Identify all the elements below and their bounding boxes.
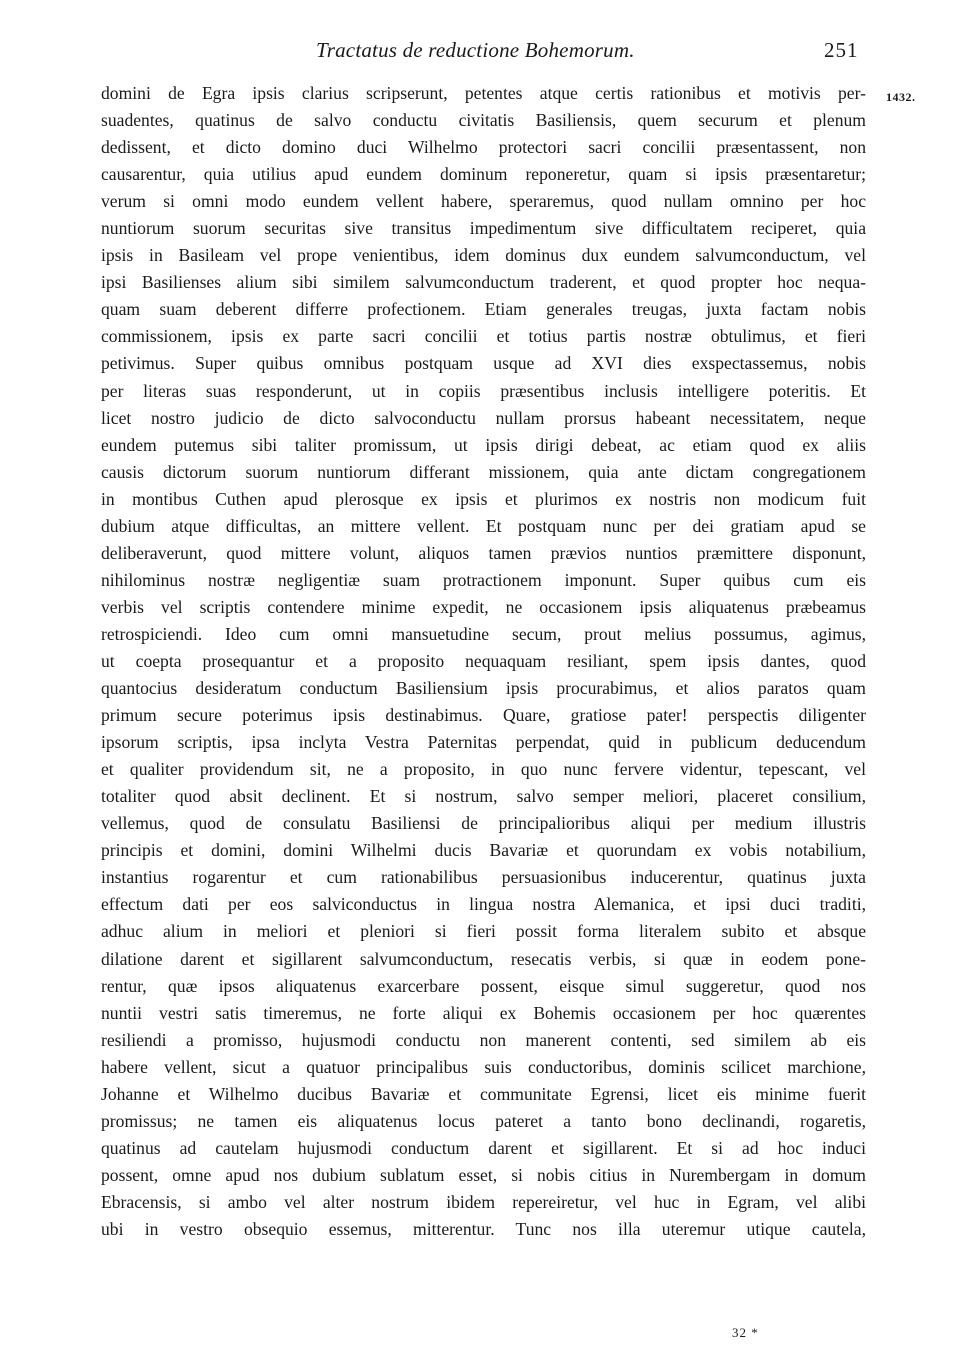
text-line: deliberaverunt, quod mittere volunt, aliquos tamen prævios nuntios præmittere disponunt, (101, 542, 866, 563)
text-line: resiliendi a promisso, hujusmodi conductu non manerent contenti, sed similem ab eis (101, 1029, 866, 1050)
text-line: eundem putemus sibi taliter promissum, ut ipsis dirigi debeat, ac etiam quod ex aliis (101, 434, 866, 455)
text-line: causarentur, quia utilius apud eundem dominum reponeretur, quam si ipsis præsentaretur; (101, 164, 866, 185)
text-line: primum secure poterimus ipsis destinabimus. Quare, gratiose pater! perspectis diligenter (101, 705, 866, 726)
text-line: in montibus Cuthen apud plerosque ex ipsis et plurimos ex nostris non modicum fuit (101, 488, 866, 509)
text-line: retrospiciendi. Ideo cum omni mansuetudine secum, prout melius possumus, agimus, (101, 623, 866, 644)
text-line: suadentes, quatinus de salvo conductu civitatis Basiliensis, quem securum et plenum (101, 110, 866, 131)
text-line: domini de Egra ipsis clarius scripserunt, petentes atque certis rationibus et motivis per- (101, 83, 866, 103)
text-line: instantius rogarentur et cum rationabilibus persuasionibus inducerentur, quatinus juxta (101, 867, 866, 888)
signature-mark: 32 * (732, 1325, 759, 1340)
running-header (0, 38, 960, 68)
text-line: dubium atque difficultas, an mittere vellent. Et postquam nunc per dei gratiam apud se (101, 515, 866, 536)
text-line: nihilominus nostræ negligentiæ suam protractionem imponunt. Super quibus cum eis (101, 569, 866, 590)
text-line: rentur, quæ ipsos aliquatenus exarcerbare possent, eisque simul suggeretur, quod nos (101, 975, 866, 996)
text-line: verum si omni modo eundem vellent habere, speraremus, quod nullam omnino per hoc (101, 191, 866, 212)
text-line: vellemus, quod de consulatu Basiliensi de principalioribus aliqui per medium illustris (101, 813, 866, 834)
text-line: ipsis in Basileam vel prope venientibus, idem dominus dux eundem salvumconductum, vel (101, 245, 866, 266)
text-line: et qualiter providendum sit, ne a proposito, in quo nunc fervere videntur, tepescant, vel (101, 759, 866, 780)
text-line: nuntiorum suorum securitas sive transitus impedimentum sive difficultatem reciperet, quia (101, 218, 866, 239)
text-line: quam suam deberent differre profectionem. Etiam generales treugas, juxta factam nobis (101, 299, 866, 320)
text-line: dedissent, et dicto domino duci Wilhelmo protectori sacri concilii præsentassent, non (101, 137, 866, 158)
text-line: ut coepta prosequantur et a proposito nequaquam resiliant, spem ipsis dantes, quod (101, 650, 866, 671)
text-line: ubi in vestro obsequio essemus, mitterentur. Tunc nos illa uteremur utique cautela, (101, 1218, 866, 1239)
margin-year-note: 1432. (886, 90, 916, 104)
text-line: quantocius desideratum conductum Basiliensium ipsis procurabimus, et alios paratos quam (101, 678, 866, 699)
text-line: effectum dati per eos salviconductus in lingua nostra Alemanica, et ipsi duci traditi, (101, 894, 866, 915)
page-number: 251 (824, 38, 859, 62)
text-line: Johanne et Wilhelmo ducibus Bavariæ et communitate Egrensi, licet eis minime fuerit (101, 1083, 866, 1104)
text-line: habere vellent, sicut a quatuor principalibus suis conductoribus, dominis scilicet marchione, (101, 1056, 866, 1077)
text-line: totaliter quod absit declinent. Et si nostrum, salvo semper meliori, placeret consilium, (101, 786, 866, 807)
text-line: verbis vel scriptis contendere minime expedit, ne occasionem ipsis aliquatenus præbeamus (101, 596, 866, 617)
text-line: licet nostro judicio de dicto salvoconductu nullam prorsus habeant necessitatem, neque (101, 407, 866, 428)
text-line: commissionem, ipsis ex parte sacri concilii et totius partis nostræ obtulimus, et fieri (101, 326, 866, 347)
text-line: per literas suas responderunt, ut in copiis præsentibus inclusis intelligere poteritis. Et (101, 380, 866, 401)
text-line: quatinus ad cautelam hujusmodi conductum darent et sigillarent. Et si ad hoc induci (101, 1137, 866, 1158)
text-line: causis dictorum suorum nuntiorum differant missionem, quia ante dictam congregationem (101, 461, 866, 482)
text-line: nuntii vestri satis timeremus, ne forte aliqui ex Bohemis occasionem per hoc quærentes (101, 1002, 866, 1023)
body-text (101, 80, 866, 1243)
running-title: Tractatus de reductione Bohemorum. (316, 38, 635, 62)
text-line: Ebracensis, si ambo vel alter nostrum ibidem repereiretur, vel huc in Egram, vel alibi (101, 1191, 866, 1212)
text-line: adhuc alium in meliori et pleniori si fieri possit forma literalem subito et absque (101, 921, 866, 942)
text-line: possent, omne apud nos dubium sublatum esset, si nobis citius in Nurembergam in domum (101, 1164, 866, 1185)
text-line: promissus; ne tamen eis aliquatenus locus pateret a tanto bono declinandi, rogaretis, (101, 1110, 866, 1131)
text-line: dilatione darent et sigillarent salvumconductum, resecatis verbis, si quæ in eodem pone- (101, 948, 866, 969)
text-line: principis et domini, domini Wilhelmi ducis Bavariæ et quorundam ex vobis notabilium, (101, 840, 866, 861)
text-line: petivimus. Super quibus omnibus postquam usque ad XVI dies exspectassemus, nobis (101, 353, 866, 374)
text-line: ipsorum scriptis, ipsa inclyta Vestra Paternitas perpendat, quid in publicum deducendum (101, 732, 866, 753)
text-line: ipsi Basilienses alium sibi similem salvumconductum traderent, et quod propter hoc nequa- (101, 272, 866, 293)
